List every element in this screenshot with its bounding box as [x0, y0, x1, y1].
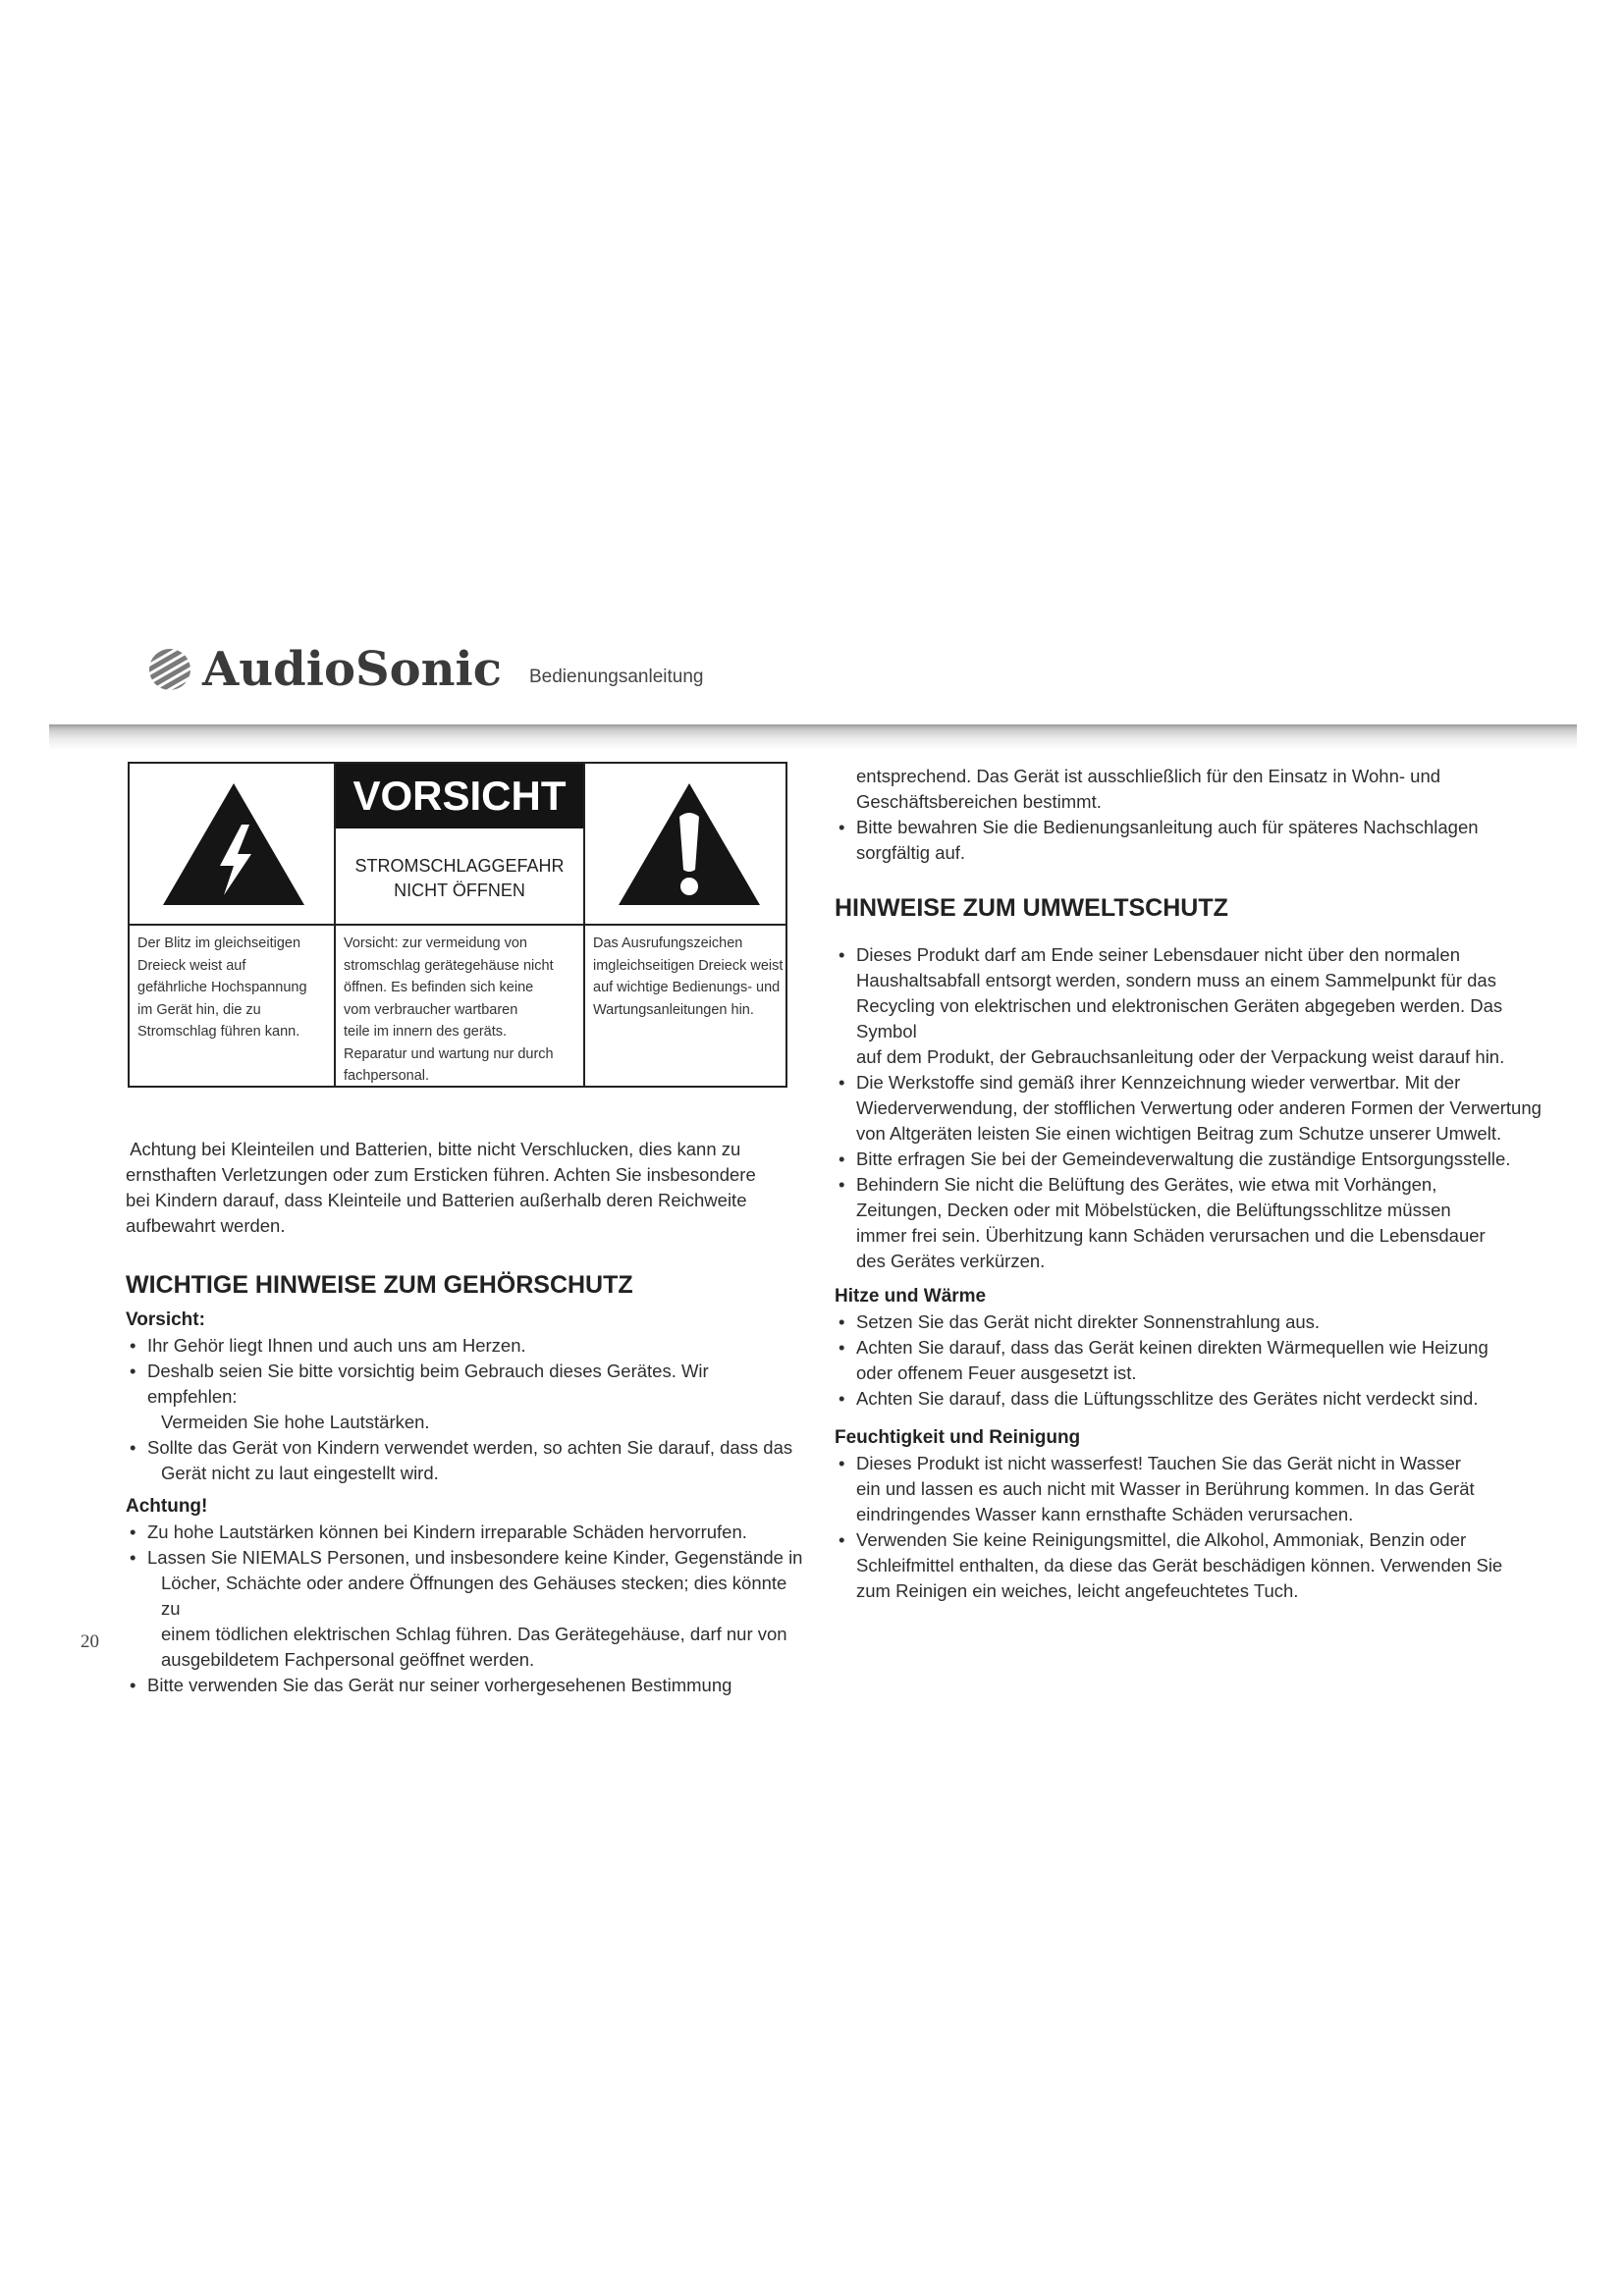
text-line: • Die Werkstoffe sind gemäß ihrer Kennzeichnung wieder verwertbar. Mit der — [856, 1072, 1461, 1093]
text-line: einem tödlichen elektrischen Schlag führen. Das Gerätegehäuse, darf nur von — [161, 1624, 787, 1644]
text-line: • Setzen Sie das Gerät nicht direkter Sonnenstrahlung aus. — [856, 1311, 1321, 1332]
text-line: Löcher, Schächte oder andere Öffnungen des Gehäuses stecken; dies könnte zu — [161, 1573, 787, 1619]
text-line: ernsthaften Verletzungen oder zum Ersticken führen. Achten Sie insbesondere — [126, 1164, 756, 1185]
environment-list — [835, 942, 1561, 1274]
list-item — [835, 1527, 1561, 1604]
lightning-explanation — [137, 933, 329, 1043]
list-item — [835, 1335, 1561, 1386]
list-item — [835, 1386, 1561, 1412]
text-line: eindringendes Wasser kann ernsthafte Schäden verursachen. — [856, 1504, 1354, 1524]
list-item — [835, 1070, 1561, 1147]
environment-heading: HINWEISE ZUM UMWELTSCHUTZ — [835, 894, 1228, 922]
text-line: Das Ausrufungszeichen — [593, 935, 743, 951]
text-line: Geschäftsbereichen bestimmt. — [856, 791, 1102, 812]
divider — [130, 924, 785, 926]
text-line: Wiederverwendung, der stofflichen Verwertung oder anderen Formen der Verwertung — [856, 1097, 1542, 1118]
text-line: • Ihr Gehör liegt Ihnen und auch uns am Herzen. — [147, 1335, 526, 1356]
list-item — [835, 1309, 1561, 1335]
text-line: oder offenem Feuer ausgesetzt ist. — [856, 1362, 1137, 1383]
small-parts-note — [126, 1111, 803, 1239]
hazard-line: STROMSCHLAGGEFAHR — [354, 856, 565, 876]
text-line: fachpersonal. — [344, 1068, 430, 1084]
hazard-line: NICHT ÖFFNEN — [394, 881, 525, 900]
caution-list — [126, 1333, 803, 1486]
page-header — [147, 640, 704, 699]
text-line: • Lassen Sie NIEMALS Personen, und insbesondere keine Kinder, Gegenstände in — [147, 1547, 803, 1568]
text-line: bei Kindern darauf, dass Kleinteile und Batterien außerhalb deren Reichweite — [126, 1190, 747, 1210]
text-line: immer frei sein. Überhitzung kann Schäden verursachen und die Lebensdauer — [856, 1225, 1486, 1246]
text-line: auf dem Produkt, der Gebrauchsanleitung oder der Verpackung weist darauf hin. — [856, 1046, 1505, 1067]
caution-subheading: Vorsicht: — [126, 1309, 205, 1330]
text-line: Schleifmittel enthalten, da diese das Gerät beschädigen können. Verwenden Sie — [856, 1555, 1503, 1575]
continuation-text — [835, 764, 1561, 815]
attention-list — [126, 1520, 803, 1698]
text-line: Achtung bei Kleinteilen und Batterien, bitte nicht Verschlucken, dies kann zu — [126, 1139, 741, 1159]
text-line: imgleichseitigen Dreieck weist — [593, 957, 784, 974]
page-number: 20 — [81, 1631, 99, 1652]
list-item — [835, 1451, 1561, 1527]
text-line: öffnen. Es befinden sich keine — [344, 980, 534, 995]
text-line: • Verwenden Sie keine Reinigungsmittel, die Alkohol, Ammoniak, Benzin oder — [856, 1529, 1467, 1550]
text-line: Dreieck weist auf — [137, 957, 246, 974]
heat-subheading: Hitze und Wärme — [835, 1286, 987, 1307]
list-item — [835, 942, 1561, 1070]
text-line: ausgebildetem Fachpersonal geöffnet werden. — [161, 1649, 535, 1670]
text-line: teile im innern des geräts. — [344, 1024, 508, 1040]
text-line: ein und lassen es auch nicht mit Wasser in Berührung kommen. In das Gerät — [856, 1478, 1475, 1499]
text-line: vom verbraucher wartbaren — [344, 1001, 518, 1018]
text-line: Recycling von elektrischen und elektronischen Geräten abgegeben werden. Das Symbol — [856, 995, 1503, 1041]
text-line: • Dieses Produkt darf am Ende seiner Lebensdauer nicht über den normalen — [856, 944, 1460, 965]
exclamation-explanation — [593, 933, 785, 1021]
text-line: entsprechend. Das Gerät ist ausschließlich für den Einsatz in Wohn- und — [856, 766, 1441, 786]
list-item — [835, 1147, 1561, 1172]
list-item — [126, 1435, 803, 1486]
text-line: zum Reinigen ein weiches, leicht angefeuchtetes Tuch. — [856, 1580, 1299, 1601]
text-line: Haushaltsabfall entsorgt werden, sondern muss an einem Sammelpunkt für das — [856, 970, 1496, 990]
list-item — [126, 1545, 803, 1673]
text-line: Wartungsanleitungen hin. — [593, 1001, 754, 1018]
text-line: Der Blitz im gleichseitigen — [137, 935, 301, 951]
text-line: • Dieses Produkt ist nicht wasserfest! Tauchen Sie das Gerät nicht in Wasser — [856, 1453, 1461, 1473]
text-line: • Zu hohe Lautstärken können bei Kindern irreparable Schäden hervorrufen. — [147, 1522, 747, 1542]
text-line: Stromschlag führen kann. — [137, 1024, 300, 1040]
list-item — [835, 1172, 1561, 1274]
caution-explanation — [344, 933, 579, 1088]
text-line: • Bitte erfragen Sie bei der Gemeindeverwaltung die zuständige Entsorgungsstelle. — [856, 1148, 1511, 1169]
intro-list — [835, 815, 1561, 866]
text-line: • Deshalb seien Sie bitte vorsichtig beim Gebrauch dieses Gerätes. Wir empfehlen: — [147, 1361, 709, 1407]
warning-title: VORSICHT — [336, 764, 583, 828]
hazard-label — [336, 854, 583, 903]
list-item — [126, 1333, 803, 1359]
list-item — [126, 1520, 803, 1545]
text-line: Zeitungen, Decken oder mit Möbelstücken, die Belüftungsschlitze müssen — [856, 1200, 1451, 1220]
lightning-triangle-icon — [155, 775, 312, 913]
text-line: sorgfältig auf. — [856, 842, 966, 863]
text-line: im Gerät hin, die zu — [137, 1001, 261, 1018]
text-line: Reparatur und wartung nur durch — [344, 1045, 554, 1062]
text-line: von Altgeräten leisten Sie einen wichtigen Beitrag zum Schutze unserer Umwelt. — [856, 1123, 1502, 1144]
hearing-heading: WICHTIGE HINWEISE ZUM GEHÖRSCHUTZ — [126, 1271, 633, 1299]
list-item — [126, 1673, 803, 1698]
moisture-subheading: Feuchtigkeit und Reinigung — [835, 1427, 1081, 1448]
warning-box — [128, 762, 787, 1088]
text-line: • Sollte das Gerät von Kindern verwendet werden, so achten Sie darauf, dass das — [147, 1437, 793, 1458]
text-line: auf wichtige Bedienungs- und — [593, 980, 781, 995]
header-rule — [49, 724, 1577, 750]
text-line: • Bitte verwenden Sie das Gerät nur seiner vorhergesehenen Bestimmung — [147, 1675, 732, 1695]
moisture-list — [835, 1451, 1561, 1604]
disc-stripes-icon — [147, 647, 192, 692]
exclamation-triangle-icon — [611, 775, 768, 913]
right-column — [835, 764, 1561, 1604]
text-line: Gerät nicht zu laut eingestellt wird. — [161, 1463, 439, 1483]
document-subtitle: Bedienungsanleitung — [529, 667, 704, 687]
brand-name: AudioSonic — [202, 642, 502, 697]
text-line: • Achten Sie darauf, dass die Lüftungsschlitze des Gerätes nicht verdeckt sind. — [856, 1388, 1479, 1409]
text-line: • Achten Sie darauf, dass das Gerät keinen direkten Wärmequellen wie Heizung — [856, 1337, 1489, 1358]
text-line: Vorsicht: zur vermeidung von — [344, 935, 527, 951]
text-line: Vermeiden Sie hohe Lautstärken. — [161, 1412, 430, 1432]
text-line: aufbewahrt werden. — [126, 1215, 286, 1236]
list-item — [835, 815, 1561, 866]
text-line: • Behindern Sie nicht die Belüftung des Gerätes, wie etwa mit Vorhängen, — [856, 1174, 1437, 1195]
list-item — [126, 1359, 803, 1435]
text-line: gefährliche Hochspannung — [137, 980, 307, 995]
text-line: stromschlag gerätegehäuse nicht — [344, 957, 554, 974]
left-column — [126, 762, 803, 1698]
text-line: des Gerätes verkürzen. — [856, 1251, 1046, 1271]
heat-list — [835, 1309, 1561, 1412]
attention-subheading: Achtung! — [126, 1496, 208, 1517]
text-line: • Bitte bewahren Sie die Bedienungsanleitung auch für späteres Nachschlagen — [856, 817, 1479, 837]
